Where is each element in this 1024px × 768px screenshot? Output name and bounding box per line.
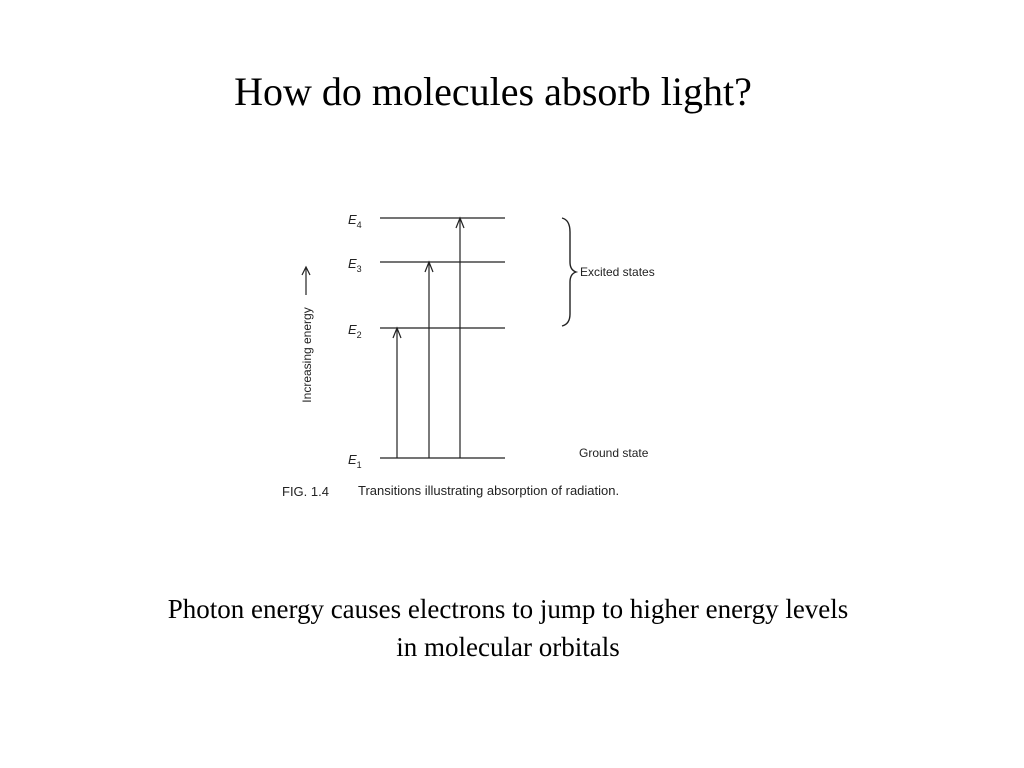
excited-states-brace xyxy=(562,218,576,326)
svg-text:E4: $E_4$ xyxy=(348,212,362,230)
svg-text:E2: $E_2$ xyxy=(348,322,362,340)
level-e3-label xyxy=(348,256,362,274)
svg-text:E3: $E_3$ xyxy=(348,256,362,274)
level-e4-label xyxy=(348,212,362,230)
svg-text:E1: $E_1$ xyxy=(348,452,362,470)
y-axis-label: Increasing energy xyxy=(300,307,314,403)
transition-arrow-e1-e4 xyxy=(456,218,464,458)
transition-arrow-e1-e3 xyxy=(425,262,433,458)
slide-caption xyxy=(0,590,1016,666)
fig-number: FIG. 1.4 xyxy=(282,484,329,499)
slide-title: How do molecules absorb light? xyxy=(234,69,752,114)
caption-line-1: Photon energy causes electrons to jump to higher energy levels xyxy=(167,594,849,624)
level-e2-label xyxy=(348,322,362,340)
excited-states-label: Excited states xyxy=(580,265,655,279)
y-axis-group xyxy=(300,267,314,403)
caption-line-2: in molecular orbitals xyxy=(396,632,620,662)
ground-state-label: Ground state xyxy=(579,446,649,460)
fig-caption: Transitions illustrating absorption of radiation. xyxy=(358,483,620,498)
transition-arrow-e1-e2 xyxy=(393,328,401,458)
level-e1-label xyxy=(348,452,362,470)
